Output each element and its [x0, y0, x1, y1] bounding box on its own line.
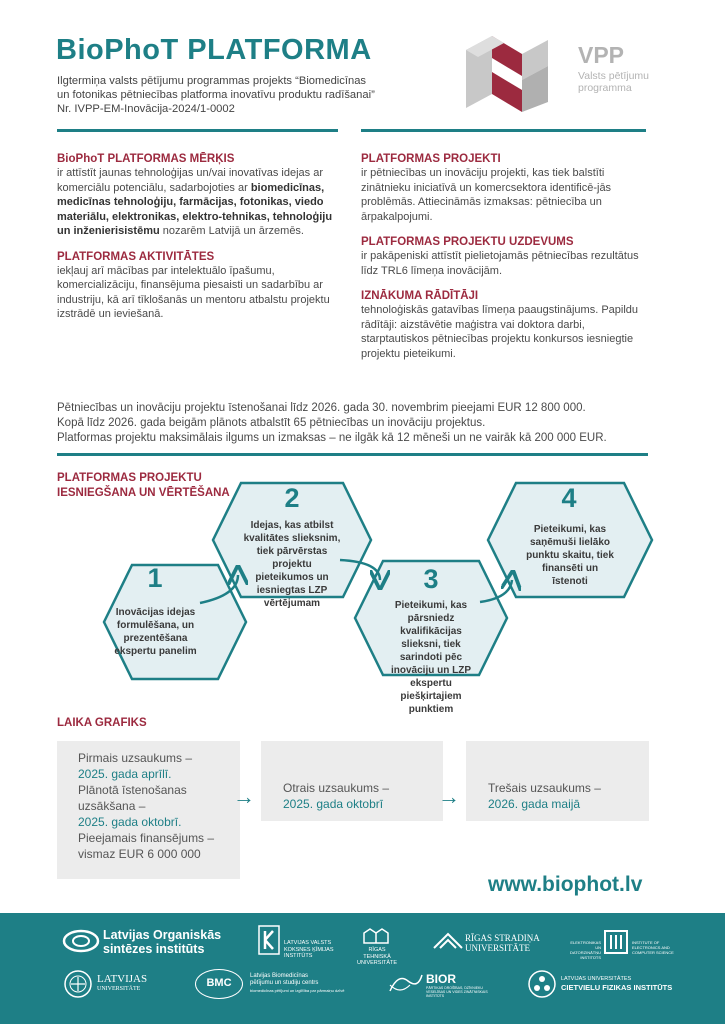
lu-name	[97, 974, 147, 994]
kki-name-2: KOKSNES ĶĪMIJAS	[284, 946, 334, 953]
bmc-logo-icon: BMC	[195, 969, 243, 999]
info-rule	[57, 453, 648, 456]
bior-name-1: BIOR	[426, 972, 456, 986]
bmc-name-2: pētījumu un studiju centrs	[250, 980, 319, 986]
call-3-label: Trešais uzsaukums –	[488, 781, 601, 795]
kki-name-3: INSTITŪTS	[284, 953, 313, 959]
call-2-date: 2025. gada oktobrī	[283, 797, 384, 811]
bior-name-2: PĀRTIKAS DROŠĪBAS, DZĪVNIEKU VESELĪBAS UN VIDES ZINĀTNISKAIS INSTITŪTS	[426, 986, 488, 998]
goal-body	[57, 166, 342, 239]
step-2-number: 2	[284, 483, 300, 513]
call-2-label: Otrais uzsaukums –	[283, 781, 390, 795]
project-subtitle	[57, 74, 402, 116]
rtu-crest-icon	[362, 925, 390, 945]
los-name-1: Latvijas Organiskās	[103, 928, 222, 942]
vpp-subtitle: Valsts pētījumu programma	[578, 70, 650, 94]
step-3-number: 3	[423, 564, 439, 594]
bmc-name-3: biomedicīnas pētījumi un izglītība par pārmaiņu dzīvē	[250, 988, 345, 993]
results-title: IZNĀKUMA RĀDĪTĀJI	[361, 290, 479, 302]
activities-title: PLATFORMAS AKTIVITĀTES	[57, 250, 215, 263]
cfi-name-1: LATVIJAS UNIVERSITĀTES	[561, 976, 632, 982]
call-2-text	[283, 780, 433, 812]
projects-body: ir pētniecības un inovāciju projekti, kas tiek balstīti zinātnieku iniciatīvā un komercsektora identificē-jās problēmās. Attiecināmās izmaksas: pētniecība un ārpakalpojumi.	[361, 167, 612, 223]
partner-footer	[0, 913, 725, 1024]
call-1-start-label: Plānotā īstenošanas uzsākšana –	[78, 783, 187, 813]
step-1-number: 1	[147, 563, 163, 593]
subtitle-line-3: Nr. IVPP-EM-Inovācija-2024/1-0002	[57, 103, 235, 115]
process-diagram	[0, 470, 725, 710]
schedule-title: LAIKA GRAFIKS	[57, 717, 147, 729]
step-4-text: Pieteikumi, kas saņēmuši lielāko punktu skaitu, tiek finansēti un īstenoti	[526, 524, 614, 587]
rtu-name-2: UNIVERSITĀTE	[357, 960, 398, 966]
call-3-text	[488, 780, 638, 812]
projects-title: PLATFORMAS PROJEKTI	[361, 153, 501, 165]
info-line-2: Kopā līdz 2026. gada beigām plānots atbalstīt 65 pētniecības un inovāciju projektus.	[57, 417, 486, 429]
bmc-name-1: Latvijas Biomedicīnas	[250, 973, 309, 979]
kki-name	[284, 940, 334, 960]
goal-text-bold: biomedicīnas, medicīnas tehnoloģiju, farmācijas, fotonikas, viedo materiālu, elektronikas, elektro-tehnikas, tehnoloģiju un inženierisistēmu	[57, 181, 333, 237]
flow-title-line-2: IESNIEGŠANA UN VĒRTĒŠANA	[57, 487, 230, 499]
rsu-name-1: RĪGAS STRADIŅA	[465, 933, 540, 943]
step-4-number: 4	[561, 483, 577, 513]
subtitle-line-2: un fotonikas pētniecības platforma inovatīvu produktu radīšanai”	[57, 89, 375, 101]
edi-name-en	[632, 940, 674, 955]
activities-body: iekļauj arī mācības par intelektuālo īpašumu, komercializāciju, finansējuma piesaisti un sadarbību ar industriju, kā arī tīklošanās un mentoru atbalstu projektu izstrādē un ieviešanā.	[57, 264, 330, 320]
cfi-logo-icon	[527, 969, 557, 999]
edi-name-lv	[567, 940, 601, 960]
funding-info	[57, 401, 657, 446]
goal-text-1: ir attīstīt jaunas tehnoloģijas un/vai inovatīvas idejas ar komerciālu potenciālu, sadarbojoties ar	[57, 167, 323, 194]
header-rule-right	[361, 129, 646, 132]
cfi-name	[561, 976, 672, 992]
bmc-name	[250, 973, 345, 994]
left-column	[57, 153, 342, 322]
info-line-3: Platformas projektu maksimālais ilgums un izmaksas – ne ilgāk kā 12 mēneši un ne vairāk kā 200 000 EUR.	[57, 432, 607, 444]
edi-name-3: INSTITŪTS	[580, 955, 601, 960]
los-name	[103, 928, 221, 956]
rsu-name-2: UNIVERSITĀTE	[465, 943, 530, 953]
kki-name-1: LATVIJAS VALSTS	[284, 940, 332, 946]
step-3-text: Pieteikumi, kas pārsniedz kvalifikācijas slieksni, tiek sarindoti pēc inovāciju un LZP ekspertu piešķirtajiem punktiem	[390, 600, 471, 715]
tasks-body: ir pakāpeniski attīstīt pielietojamās pētniecības rezultātus līdz TRL6 līmeņa inovācijām.	[361, 250, 639, 277]
schedule-arrow-1: →	[233, 784, 255, 809]
edi-name-1: ELEKTRONIKAS UN	[570, 940, 601, 950]
lu-seal-icon	[63, 969, 93, 999]
step-2-text: Idejas, kas atbilst kvalitātes slieksnim, tiek pārvērstas projektu pieteikumos un iesniegtas LZP vērtējumam	[243, 520, 341, 609]
edi-logo-icon	[603, 929, 629, 955]
results-body: tehnoloģiskās gatavības līmeņa paaugstinājums. Papildu rādītāji: aizstāvētie maģistra vai doktora darbi, starptautiskos pētniecības projektu konkursos iesniegtie projektu pieteikumi.	[361, 304, 639, 360]
rtu-name	[357, 947, 397, 967]
goal-text-2: nozarēm Latvijā un ārzemēs.	[159, 225, 304, 237]
step-1-text: Inovācijas idejas formulēšana, un prezentēšana ekspertu panelim	[114, 607, 197, 657]
header-rule-left	[57, 129, 338, 132]
rsu-logo-icon	[433, 932, 463, 950]
call-1-text	[78, 750, 238, 862]
kki-logo-icon	[258, 925, 280, 955]
website-link[interactable]: www.biophot.lv	[488, 873, 643, 896]
cfi-name-2: CIETVIELU FIZIKAS INSTITŪTS	[561, 982, 673, 992]
tasks-title: PLATFORMAS PROJEKTU UZDEVUMS	[361, 236, 574, 248]
bior-name	[426, 972, 496, 998]
goal-title: BioPhoT PLATFORMAS MĒRĶIS	[57, 153, 235, 165]
los-logo-icon	[62, 929, 100, 953]
info-line-1: Pētniecības un inovāciju projektu īstenošanai līdz 2026. gada 30. novembrim pieejami EUR 12 800 000.	[57, 402, 586, 414]
call-3-date: 2026. gada maijā	[488, 797, 581, 811]
right-column	[361, 153, 646, 361]
vpp-label: VPP	[578, 42, 625, 68]
bior-logo-icon	[388, 971, 424, 997]
call-1-start-date: 2025. gada oktobrī.	[78, 815, 182, 829]
rsu-name	[465, 933, 540, 953]
lu-name-2: UNIVERSITĀTE	[97, 986, 141, 992]
lu-name-1: LATVIJAS	[97, 973, 148, 985]
los-name-2: sintēzes institūts	[103, 942, 205, 956]
subtitle-line-1: Ilgtermiņa valsts pētījumu programmas projekts “Biomedicīnas	[57, 75, 367, 87]
schedule-arrow-2: →	[438, 784, 460, 809]
edi-name-2: DATORZINĀTŅU	[570, 950, 601, 955]
rtu-name-1: RĪGAS TEHNISKĀ	[363, 947, 391, 960]
page-title: BioPhoT PLATFORMA	[56, 34, 372, 66]
edi-name-5: ELECTRONICS AND	[632, 945, 670, 950]
call-1-date: 2025. gada aprīlī.	[78, 767, 172, 781]
edi-name-6: COMPUTER SCIENCE	[632, 950, 674, 955]
call-1-label: Pirmais uzsaukums –	[78, 751, 193, 765]
flow-title-line-1: PLATFORMAS PROJEKTU	[57, 472, 202, 484]
edi-name-4: INSTITUTE OF	[632, 940, 660, 945]
call-1-funding: Pieejamais finansējums – vismaz EUR 6 000 000	[78, 831, 215, 861]
